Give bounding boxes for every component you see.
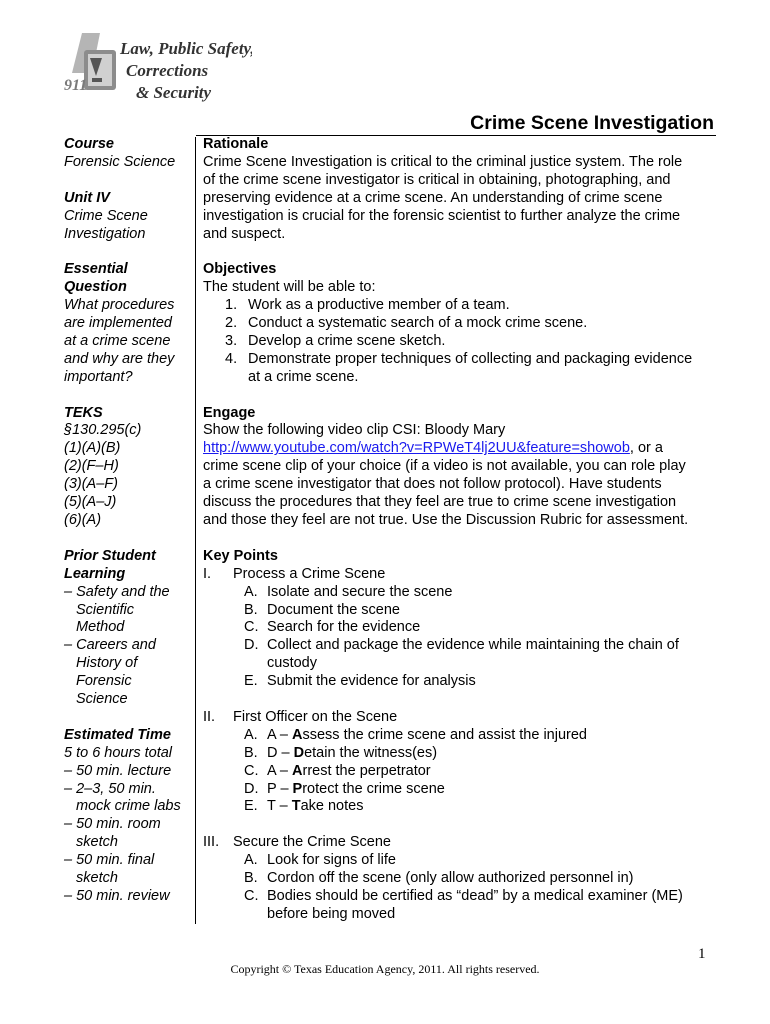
item-letter: B. [244,744,258,761]
estimated-time-line: – 2–3, 50 min. [64,780,156,797]
estimated-time-line: – 50 min. room [64,816,161,833]
prior-learning-line: History of [76,655,138,672]
objective-text: at a crime scene. [248,368,359,385]
item-letter: E. [244,673,258,690]
key-point-item [203,763,723,781]
item-text: etain the witness(es) [304,744,438,761]
sidebar [64,136,189,906]
item-text: Collect and package the evidence while maintaining the chain of [267,637,679,654]
acronym-prefix: A – [267,762,292,779]
acronym-prefix: D – [267,744,294,761]
rationale-line: investigation is crucial for the forensic scientist to further analyze the crime [203,207,681,224]
objective-text: Work as a productive member of a team. [248,297,510,314]
program-logo [62,28,252,113]
course-value: Forensic Science [64,153,176,170]
item-text: Look for signs of life [267,852,396,869]
acronym-prefix: T – [267,798,292,815]
item-text: Search for the evidence [267,619,421,636]
key-points-heading: Key Points [203,547,278,564]
item-letter: C. [244,619,259,636]
unit-heading: Unit IV [64,189,110,206]
estimated-time-line: – 50 min. final [64,852,155,869]
essential-question-line: and why are they [64,350,175,367]
essential-question-line: are implemented [64,315,172,332]
essential-question-line: important? [64,368,133,385]
essential-question-line: What procedures [64,297,175,314]
item-text: Submit the evidence for analysis [267,673,476,690]
prior-learning-heading: Learning [64,565,126,582]
acronym-prefix: P – [267,780,293,797]
section-2-items [203,727,723,817]
teks-line: (3)(A–F) [64,476,118,493]
engage-line: Show the following video clip CSI: Bloody Mary [203,422,506,439]
objective-text: Develop a crime scene sketch. [248,332,446,349]
key-point-section-3 [203,834,723,852]
key-point-item [203,673,723,691]
key-point-item [203,745,723,763]
section-number: I. [203,565,212,582]
prior-learning-heading: Prior Student [64,547,156,564]
course-heading: Course [64,136,114,152]
item-text: Document the scene [267,601,400,618]
objective-item [203,333,723,351]
section-number: II. [203,708,216,725]
logo-line-1: Law, Public Safety, [120,39,252,58]
rationale-line: preserving evidence at a crime scene. An understanding of crime scene [203,189,663,206]
engage-line: crime scene clip of your choice (if a video is not available, you can role play [203,458,686,475]
column-divider [195,137,196,924]
teks-heading: TEKS [64,404,103,421]
item-letter: C. [244,887,259,904]
estimated-time-line: sketch [76,870,118,887]
prior-learning-line: Science [76,691,128,708]
estimated-time-line: – 50 min. lecture [64,762,172,779]
key-point-item [203,906,723,924]
unit-line: Investigation [64,225,146,242]
section-title: Process a Crime Scene [233,565,386,582]
prior-learning-line: – Safety and the [64,583,170,600]
item-letter: A. [244,726,258,743]
objectives-list [203,297,723,387]
teks-line: (1)(A)(B) [64,440,121,457]
rationale-heading: Rationale [203,136,269,152]
key-point-item [203,602,723,620]
item-letter: B. [244,870,258,887]
teks-line: §130.295(c) [64,422,142,439]
item-text: Isolate and secure the scene [267,583,453,600]
acronym-letter: D [293,744,305,761]
section-title: First Officer on the Scene [233,708,398,725]
item-text: before being moved [267,905,396,922]
key-point-item [203,727,723,745]
objective-text: Demonstrate proper techniques of collecting and packaging evidence [248,350,693,367]
estimated-time-line: – 50 min. review [64,887,170,904]
objective-item [203,369,723,387]
acronym-letter: P [292,780,303,797]
logo-line-2: Corrections [126,61,209,80]
objective-number: 1. [225,297,238,314]
key-point-item [203,852,723,870]
key-point-section-1 [203,566,723,584]
item-text: Cordon off the scene (only allow authorized personnel in) [267,870,634,887]
item-text: custody [267,655,317,672]
estimated-time-list [64,745,189,906]
rationale-line: of the crime scene investigator is critical in obtaining, photographing, and [203,171,671,188]
essential-question-heading: Question [64,279,127,296]
prior-learning-line: Forensic [76,673,132,690]
engage-line: a crime scene investigator that does not follow protocol). Have students [203,476,662,493]
video-link[interactable]: http://www.youtube.com/watch?v=RPWeT4lj2UU&feature=showob [203,440,630,457]
document-title: Crime Scene Investigation [470,112,714,134]
objective-number: 4. [225,350,238,367]
unit-line: Crime Scene [64,207,148,224]
teks-line: (2)(F–H) [64,458,119,475]
rationale-line: and suspect. [203,225,286,242]
objective-item [203,297,723,315]
acronym-letter: T [291,798,301,815]
estimated-time-line: sketch [76,834,118,851]
teks-line: (6)(A) [64,511,102,528]
page-number: 1 [698,946,706,962]
engage-line: and those they feel are not true. Use the Discussion Rubric for assessment. [203,512,689,528]
item-letter: C. [244,762,259,779]
key-point-item [203,584,723,602]
objectives-heading: Objectives [203,261,277,278]
prior-learning-line: Method [76,619,125,636]
key-point-item [203,870,723,888]
acronym-prefix: A – [267,726,292,743]
key-point-item [203,888,723,906]
prior-learning-line: – Careers and [64,637,156,654]
key-point-section-2 [203,709,723,727]
section-title: Secure the Crime Scene [233,834,391,851]
objective-number: 2. [225,315,238,332]
engage-link-after: , or a [629,440,663,457]
main-content [203,136,723,924]
engage-heading: Engage [203,404,256,421]
item-text: Bodies should be certified as “dead” by a medical examiner (ME) [267,887,683,904]
engage-link-line [203,440,723,458]
section-3-items [203,852,723,924]
objective-item [203,351,723,369]
essential-question-line: at a crime scene [64,332,171,349]
rationale-line: Crime Scene Investigation is critical to the criminal justice system. The role [203,153,683,170]
copyright-footer: Copyright © Texas Education Agency, 2011. All rights reserved. [230,962,540,976]
estimated-time-heading: Estimated Time [64,726,171,743]
item-text: ake notes [300,798,364,815]
key-point-item [203,619,723,637]
key-point-item [203,637,723,655]
essential-question-heading: Essential [64,261,128,278]
objective-item [203,315,723,333]
key-point-item [203,781,723,799]
objectives-intro: The student will be able to: [203,279,376,296]
acronym-letter: A [292,726,303,743]
item-letter: D. [244,780,259,797]
item-text: rotect the crime scene [302,780,445,797]
item-letter: E. [244,798,258,815]
logo-badge: 911 [64,77,88,94]
engage-line: discuss the procedures that they feel are true to crime scene investigation [203,494,677,511]
objective-text: Conduct a systematic search of a mock crime scene. [248,315,588,332]
item-text: ssess the crime scene and assist the injured [302,726,587,743]
item-letter: D. [244,637,259,654]
section-1-items [203,584,723,691]
prior-learning-line: Scientific [76,601,135,618]
estimated-time-line: mock crime labs [76,798,181,815]
key-point-item [203,798,723,816]
acronym-letter: A [292,762,303,779]
item-letter: A. [244,852,258,869]
objective-number: 3. [225,332,238,349]
item-letter: A. [244,583,258,600]
logo-line-3: & Security [136,83,212,102]
section-number: III. [203,834,220,851]
estimated-time-line: 5 to 6 hours total [64,744,173,761]
item-text: rrest the perpetrator [302,762,431,779]
teks-line: (5)(A–J) [64,494,117,511]
item-letter: B. [244,601,258,618]
prior-learning-list [64,584,189,709]
key-point-item [203,655,723,673]
